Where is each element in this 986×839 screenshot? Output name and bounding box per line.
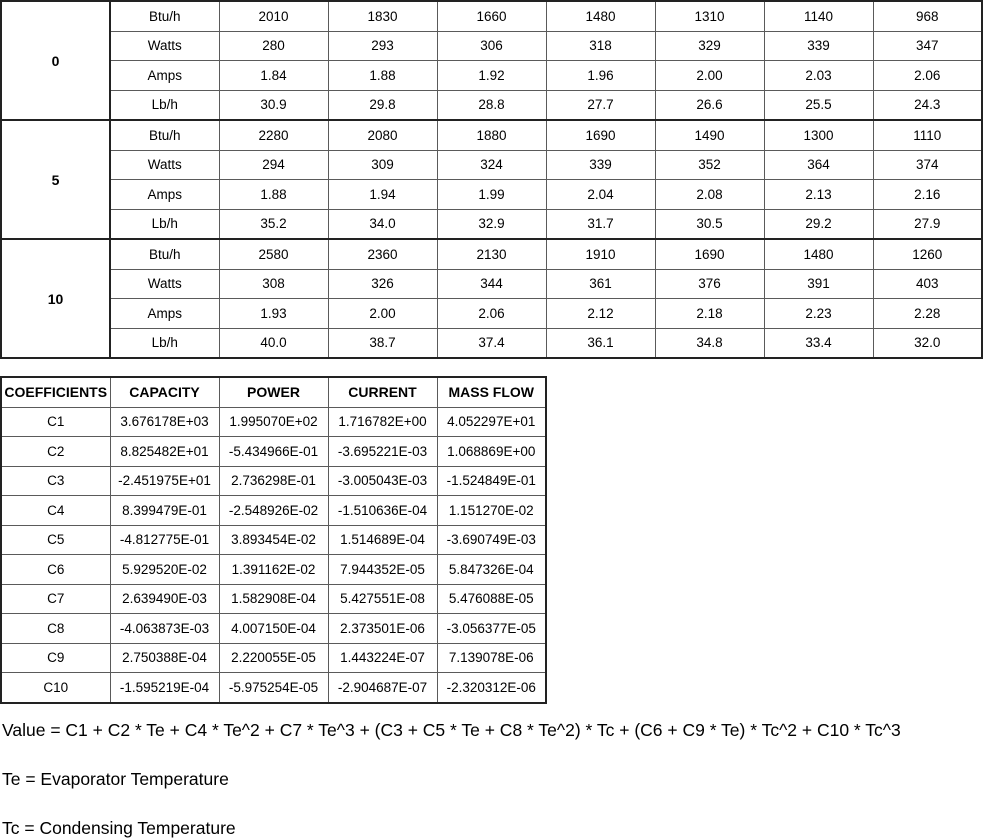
performance-cell: 1300 <box>764 120 873 150</box>
coefficient-value: 2.736298E-01 <box>219 466 328 496</box>
coefficient-row <box>1 496 546 526</box>
performance-cell: 27.7 <box>546 90 655 120</box>
performance-cell: 34.8 <box>655 328 764 358</box>
performance-cell: 324 <box>437 150 546 180</box>
performance-cell: 329 <box>655 31 764 61</box>
tc-definition: Tc = Condensing Temperature <box>2 818 236 838</box>
performance-cell: 1.93 <box>219 299 328 329</box>
performance-cell: 24.3 <box>873 90 982 120</box>
coefficient-value: 1.391162E-02 <box>219 555 328 585</box>
performance-cell: 2.12 <box>546 299 655 329</box>
performance-cell: 29.2 <box>764 209 873 239</box>
group-label: 0 <box>1 1 110 120</box>
performance-cell: 2080 <box>328 120 437 150</box>
coefficient-value: -3.005043E-03 <box>328 466 437 496</box>
coefficient-name: C9 <box>1 643 110 673</box>
coefficient-value: 7.139078E-06 <box>437 643 546 673</box>
coefficient-value: 2.639490E-03 <box>110 584 219 614</box>
performance-cell: 339 <box>764 31 873 61</box>
performance-cell: 31.7 <box>546 209 655 239</box>
coefficient-row <box>1 407 546 437</box>
performance-cell: 344 <box>437 269 546 299</box>
performance-cell: 374 <box>873 150 982 180</box>
performance-cell: 293 <box>328 31 437 61</box>
coefficient-name: C8 <box>1 614 110 644</box>
performance-cell: 27.9 <box>873 209 982 239</box>
performance-cell: 1140 <box>764 1 873 31</box>
performance-cell: 352 <box>655 150 764 180</box>
performance-cell: 347 <box>873 31 982 61</box>
performance-cell: 1.88 <box>328 61 437 91</box>
performance-cell: 1.99 <box>437 180 546 210</box>
coefficient-value: 1.582908E-04 <box>219 584 328 614</box>
coefficient-row <box>1 466 546 496</box>
unit-label: Btu/h <box>110 1 219 31</box>
te-definition: Te = Evaporator Temperature <box>2 769 229 789</box>
coefficient-value: -2.904687E-07 <box>328 673 437 703</box>
performance-row <box>1 1 982 31</box>
unit-label: Watts <box>110 269 219 299</box>
coefficient-row <box>1 643 546 673</box>
performance-cell: 391 <box>764 269 873 299</box>
performance-row <box>1 90 982 120</box>
unit-label: Watts <box>110 31 219 61</box>
performance-cell: 308 <box>219 269 328 299</box>
coefficient-value: 1.995070E+02 <box>219 407 328 437</box>
performance-cell: 1480 <box>546 1 655 31</box>
coefficient-row <box>1 584 546 614</box>
coefficient-value: 1.151270E-02 <box>437 496 546 526</box>
performance-cell: 32.9 <box>437 209 546 239</box>
column-header: POWER <box>219 377 328 407</box>
performance-cell: 37.4 <box>437 328 546 358</box>
performance-cell: 1690 <box>655 239 764 269</box>
performance-cell: 2.23 <box>764 299 873 329</box>
performance-cell: 1260 <box>873 239 982 269</box>
performance-cell: 1690 <box>546 120 655 150</box>
performance-row <box>1 328 982 358</box>
coefficient-name: C6 <box>1 555 110 585</box>
performance-row <box>1 269 982 299</box>
performance-cell: 2580 <box>219 239 328 269</box>
performance-row <box>1 120 982 150</box>
performance-cell: 29.8 <box>328 90 437 120</box>
performance-cell: 339 <box>546 150 655 180</box>
performance-cell: 30.5 <box>655 209 764 239</box>
coefficient-value: -4.063873E-03 <box>110 614 219 644</box>
group-label: 5 <box>1 120 110 239</box>
performance-cell: 1910 <box>546 239 655 269</box>
coefficient-name: C4 <box>1 496 110 526</box>
coefficient-value: 8.825482E+01 <box>110 437 219 467</box>
coefficient-value: 1.514689E-04 <box>328 525 437 555</box>
performance-cell: 2.04 <box>546 180 655 210</box>
coefficient-row <box>1 673 546 703</box>
coefficient-name: C10 <box>1 673 110 703</box>
performance-cell: 2.18 <box>655 299 764 329</box>
performance-cell: 361 <box>546 269 655 299</box>
coefficient-value: 7.944352E-05 <box>328 555 437 585</box>
performance-cell: 318 <box>546 31 655 61</box>
coefficients-header-row <box>1 377 546 407</box>
unit-label: Watts <box>110 150 219 180</box>
coefficient-value: -3.056377E-05 <box>437 614 546 644</box>
coefficient-name: C3 <box>1 466 110 496</box>
performance-cell: 28.8 <box>437 90 546 120</box>
performance-cell: 1480 <box>764 239 873 269</box>
performance-cell: 1490 <box>655 120 764 150</box>
unit-label: Amps <box>110 61 219 91</box>
performance-cell: 40.0 <box>219 328 328 358</box>
coefficient-value: 1.716782E+00 <box>328 407 437 437</box>
performance-cell: 38.7 <box>328 328 437 358</box>
coefficient-value: 3.893454E-02 <box>219 525 328 555</box>
coefficient-name: C1 <box>1 407 110 437</box>
performance-cell: 968 <box>873 1 982 31</box>
performance-row <box>1 299 982 329</box>
performance-cell: 1.94 <box>328 180 437 210</box>
coefficient-value: -3.695221E-03 <box>328 437 437 467</box>
performance-cell: 26.6 <box>655 90 764 120</box>
performance-cell: 2.06 <box>873 61 982 91</box>
performance-cell: 280 <box>219 31 328 61</box>
coefficient-row <box>1 525 546 555</box>
performance-cell: 2130 <box>437 239 546 269</box>
coefficient-value: 5.847326E-04 <box>437 555 546 585</box>
performance-cell: 2.00 <box>328 299 437 329</box>
coefficient-value: -2.451975E+01 <box>110 466 219 496</box>
performance-cell: 30.9 <box>219 90 328 120</box>
performance-cell: 1310 <box>655 1 764 31</box>
performance-row <box>1 209 982 239</box>
performance-cell: 1110 <box>873 120 982 150</box>
coefficient-value: -5.434966E-01 <box>219 437 328 467</box>
performance-cell: 2280 <box>219 120 328 150</box>
coefficient-value: -2.548926E-02 <box>219 496 328 526</box>
coefficient-row <box>1 555 546 585</box>
coefficient-value: 1.443224E-07 <box>328 643 437 673</box>
performance-cell: 2.28 <box>873 299 982 329</box>
coefficient-value: 5.427551E-08 <box>328 584 437 614</box>
coefficient-row <box>1 437 546 467</box>
coefficient-value: -5.975254E-05 <box>219 673 328 703</box>
coefficient-value: 5.929520E-02 <box>110 555 219 585</box>
coefficient-value: 1.068869E+00 <box>437 437 546 467</box>
performance-table <box>0 0 983 359</box>
coefficient-row <box>1 614 546 644</box>
performance-cell: 35.2 <box>219 209 328 239</box>
performance-row <box>1 239 982 269</box>
coefficient-value: 8.399479E-01 <box>110 496 219 526</box>
coefficient-value: 2.750388E-04 <box>110 643 219 673</box>
formula-equation: Value = C1 + C2 * Te + C4 * Te^2 + C7 * Te^3 + (C3 + C5 * Te + C8 * Te^2) * Tc + (C6 + C9 * Te) * Tc^2 + C10 * Tc^3 <box>2 720 901 740</box>
coefficient-value: 5.476088E-05 <box>437 584 546 614</box>
performance-cell: 2.08 <box>655 180 764 210</box>
coefficient-value: 4.007150E-04 <box>219 614 328 644</box>
unit-label: Lb/h <box>110 328 219 358</box>
coefficient-value: 3.676178E+03 <box>110 407 219 437</box>
coefficient-value: 4.052297E+01 <box>437 407 546 437</box>
performance-cell: 33.4 <box>764 328 873 358</box>
coefficient-value: -1.510636E-04 <box>328 496 437 526</box>
performance-cell: 1.84 <box>219 61 328 91</box>
column-header: MASS FLOW <box>437 377 546 407</box>
column-header: CAPACITY <box>110 377 219 407</box>
performance-cell: 403 <box>873 269 982 299</box>
performance-cell: 25.5 <box>764 90 873 120</box>
unit-label: Amps <box>110 299 219 329</box>
performance-cell: 294 <box>219 150 328 180</box>
performance-cell: 2.06 <box>437 299 546 329</box>
performance-cell: 2.16 <box>873 180 982 210</box>
coefficients-table <box>0 376 547 704</box>
performance-cell: 34.0 <box>328 209 437 239</box>
coefficient-value: -1.524849E-01 <box>437 466 546 496</box>
coefficient-value: -3.690749E-03 <box>437 525 546 555</box>
coefficient-value: 2.220055E-05 <box>219 643 328 673</box>
coefficient-value: -2.320312E-06 <box>437 673 546 703</box>
performance-row <box>1 61 982 91</box>
performance-cell: 1.92 <box>437 61 546 91</box>
performance-cell: 1880 <box>437 120 546 150</box>
performance-row <box>1 150 982 180</box>
performance-cell: 306 <box>437 31 546 61</box>
performance-cell: 2.03 <box>764 61 873 91</box>
unit-label: Lb/h <box>110 90 219 120</box>
unit-label: Amps <box>110 180 219 210</box>
unit-label: Btu/h <box>110 120 219 150</box>
group-label: 10 <box>1 239 110 358</box>
coefficient-name: C7 <box>1 584 110 614</box>
coefficient-value: -1.595219E-04 <box>110 673 219 703</box>
performance-cell: 2.00 <box>655 61 764 91</box>
performance-cell: 1830 <box>328 1 437 31</box>
performance-cell: 32.0 <box>873 328 982 358</box>
column-header: COEFFICIENTS <box>1 377 110 407</box>
unit-label: Btu/h <box>110 239 219 269</box>
performance-cell: 2010 <box>219 1 328 31</box>
coefficient-value: 2.373501E-06 <box>328 614 437 644</box>
performance-cell: 376 <box>655 269 764 299</box>
performance-cell: 364 <box>764 150 873 180</box>
column-header: CURRENT <box>328 377 437 407</box>
performance-row <box>1 180 982 210</box>
performance-cell: 1.96 <box>546 61 655 91</box>
performance-cell: 36.1 <box>546 328 655 358</box>
performance-cell: 1660 <box>437 1 546 31</box>
performance-cell: 309 <box>328 150 437 180</box>
performance-row <box>1 31 982 61</box>
unit-label: Lb/h <box>110 209 219 239</box>
coefficient-value: -4.812775E-01 <box>110 525 219 555</box>
coefficient-name: C2 <box>1 437 110 467</box>
coefficient-name: C5 <box>1 525 110 555</box>
performance-cell: 2360 <box>328 239 437 269</box>
performance-cell: 326 <box>328 269 437 299</box>
performance-cell: 1.88 <box>219 180 328 210</box>
performance-cell: 2.13 <box>764 180 873 210</box>
